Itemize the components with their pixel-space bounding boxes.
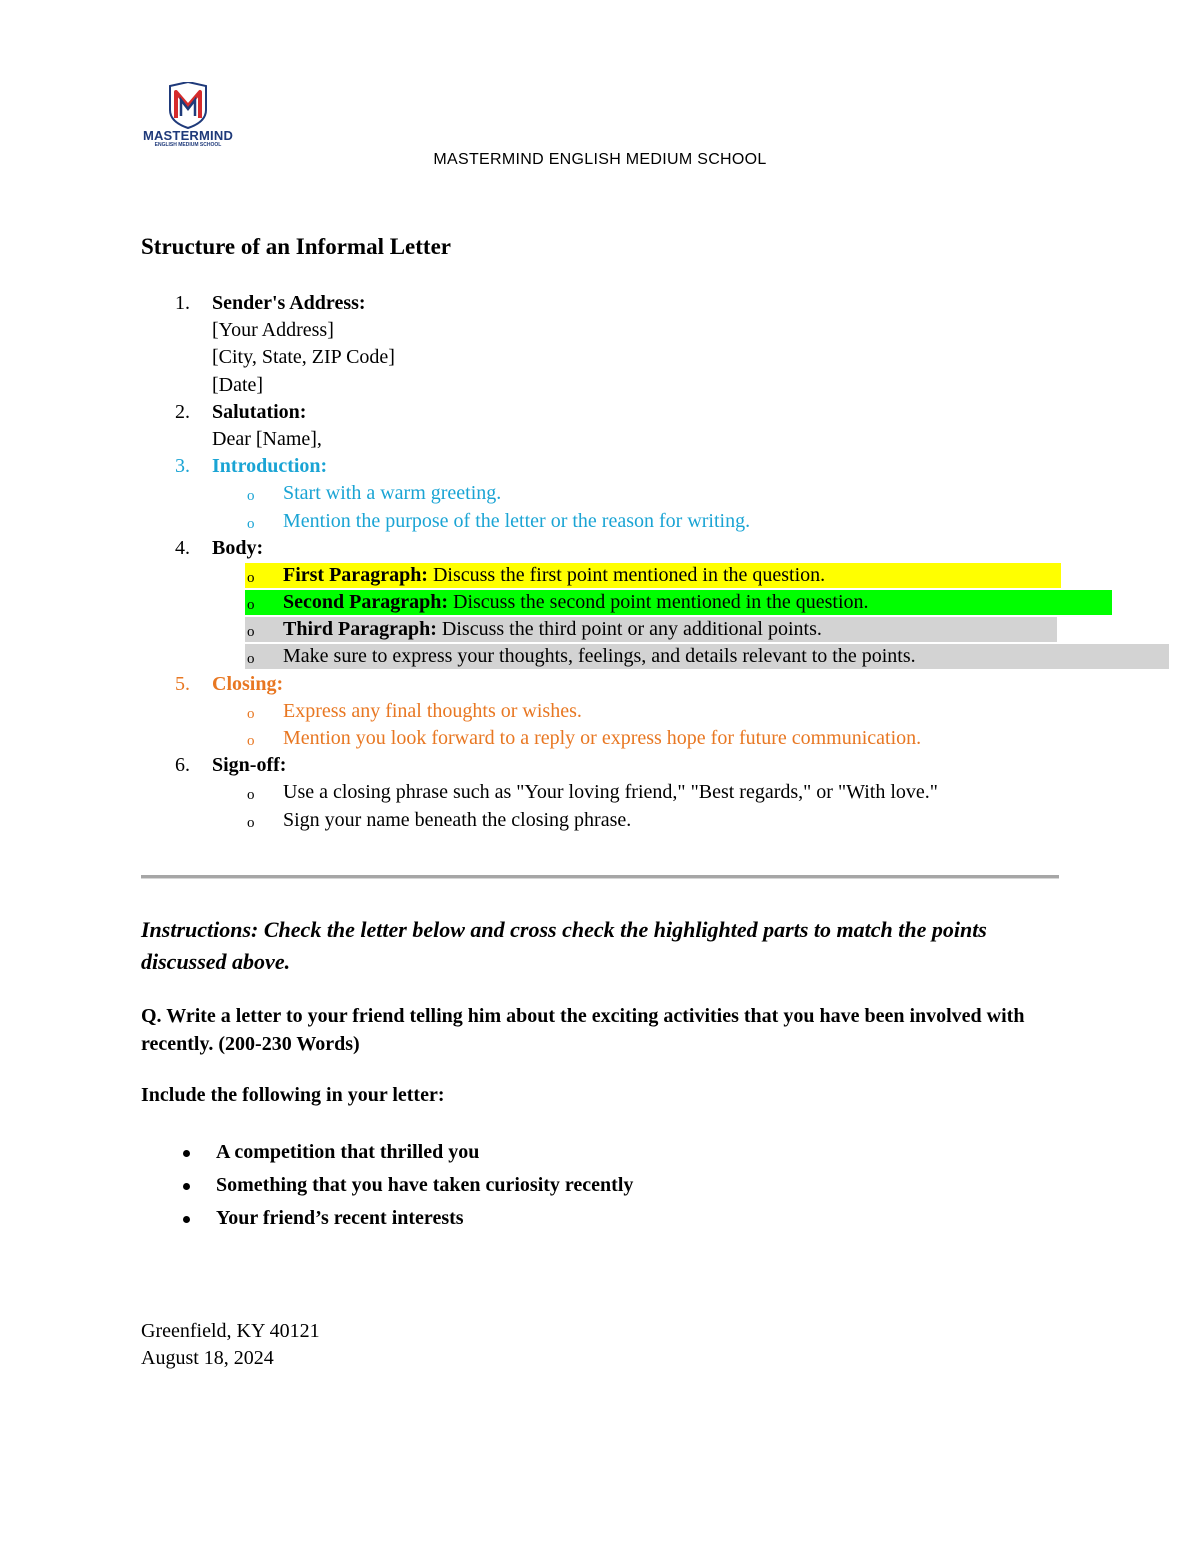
page-title: Structure of an Informal Letter [141, 234, 452, 259]
item-title: Closing: [212, 672, 284, 695]
item-title: Sender's Address: [212, 292, 366, 314]
address-line: [Your Address] [212, 319, 334, 342]
bullet-icon: o [247, 787, 255, 804]
bullet-icon: o [247, 651, 255, 668]
sub-item: First Paragraph: Discuss the first point mentioned in the question. [283, 563, 826, 586]
sub-item: Third Paragraph: Discuss the third point or any additional points. [283, 618, 822, 641]
address-line: [City, State, ZIP Code] [212, 346, 395, 369]
item-number: 4. [175, 536, 190, 559]
logo-subtitle: ENGLISH MEDIUM SCHOOL [154, 142, 222, 148]
item-number: 2. [175, 400, 190, 423]
structure-list [141, 290, 1101, 834]
bullet-icon: o [247, 488, 255, 505]
include-label: Include the following in your letter: [141, 1084, 445, 1106]
list-item [141, 290, 1101, 317]
bullet-icon: o [247, 515, 255, 532]
bullet-icon: o [247, 624, 255, 641]
shield-icon [138, 82, 238, 130]
list-item [141, 752, 1101, 779]
address-line: [Date] [212, 373, 264, 396]
list-item [141, 399, 1101, 426]
sub-item: Second Paragraph: Discuss the second point mentioned in the question. [283, 591, 869, 614]
bullet-icon: o [247, 814, 255, 831]
letter-date: August 18, 2024 [141, 1347, 274, 1369]
bullet-icon: o [247, 705, 255, 722]
bullet-dot-icon [183, 1150, 190, 1157]
sub-item: Use a closing phrase such as "Your loving friend," "Best regards," or "With love." [283, 781, 938, 804]
item-number: 3. [175, 455, 190, 478]
item-number: 1. [175, 292, 190, 314]
school-header-title: MASTERMIND ENGLISH MEDIUM SCHOOL [433, 151, 767, 168]
sub-item: Express any final thoughts or wishes. [283, 699, 582, 722]
bullet-icon: o [247, 733, 255, 749]
sub-item: Sign your name beneath the closing phrase. [283, 808, 632, 831]
address-city: Greenfield, KY 40121 [141, 1320, 320, 1342]
logo-name: MASTERMIND [142, 128, 234, 143]
school-logo [138, 82, 238, 150]
salutation-line: Dear [Name], [212, 427, 322, 450]
item-title: Introduction: [212, 455, 328, 478]
list-item [141, 535, 1101, 562]
item-number: 6. [175, 754, 190, 777]
question: Q. Write a letter to your friend telling him about the exciting activities that you have been involved with recently. (200-230 Words) [141, 1005, 1025, 1055]
sub-item: Make sure to express your thoughts, feelings, and details relevant to the points. [283, 645, 916, 668]
bullet-dot-icon [183, 1183, 190, 1190]
sub-item: Mention you look forward to a reply or express hope for future communication. [283, 727, 922, 749]
letter-address [141, 1318, 320, 1372]
item-title: Sign-off: [212, 754, 287, 777]
list-item [141, 671, 1101, 698]
sub-item: Mention the purpose of the letter or the reason for writing. [283, 509, 751, 532]
horizontal-divider [141, 875, 1059, 879]
item-title: Body: [212, 536, 264, 559]
bullet-dot-icon [183, 1216, 190, 1223]
item-title: Salutation: [212, 400, 307, 423]
instructions: Instructions: Check the letter below and cross check the highlighted parts to match the points discussed above. [141, 917, 987, 974]
item-number: 5. [175, 672, 190, 695]
sub-item: Start with a warm greeting. [283, 482, 502, 505]
bullet-icon: o [247, 569, 255, 586]
list-item [141, 453, 1101, 480]
bullet-icon: o [247, 597, 255, 614]
